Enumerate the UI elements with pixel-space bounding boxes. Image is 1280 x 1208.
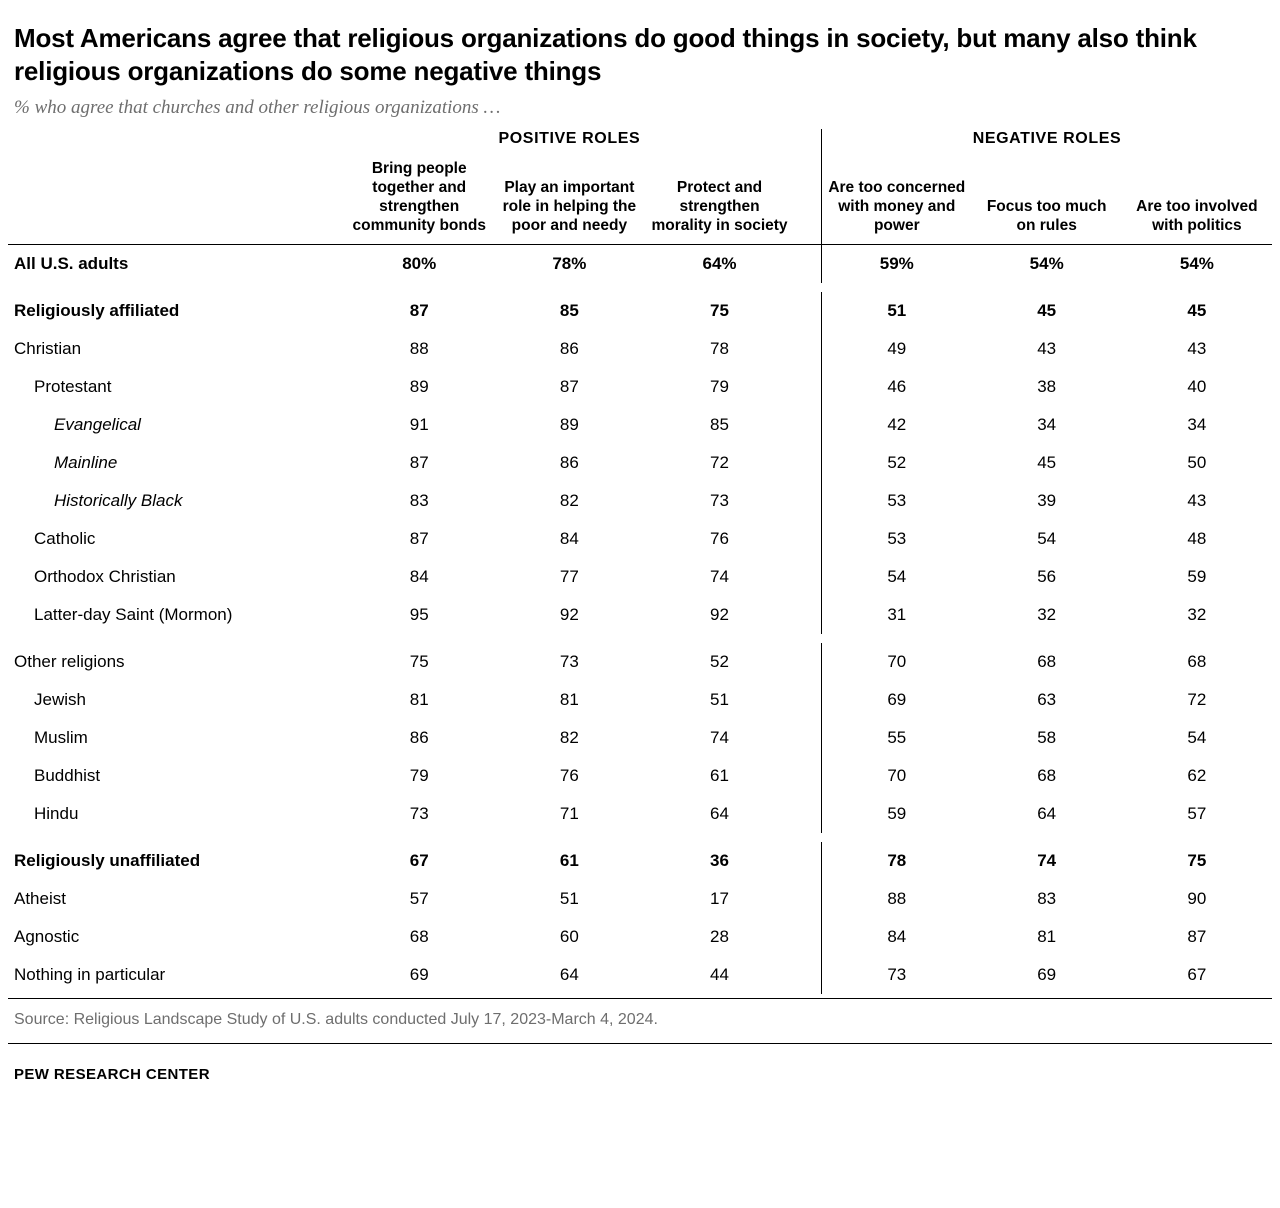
table-cell: 79	[409, 765, 429, 785]
table-cell: 54	[1037, 528, 1057, 548]
table-cell: 83	[409, 490, 429, 510]
table-row	[8, 795, 1272, 833]
row-label: Evangelical	[54, 414, 141, 434]
row-label: Religiously affiliated	[14, 300, 180, 320]
table-cell: 44	[710, 964, 729, 984]
table-cell: 57	[1187, 803, 1207, 823]
table-cell: 87	[409, 528, 429, 548]
table-cell: 76	[559, 765, 579, 785]
table-row	[8, 842, 1272, 880]
column-gap-cell	[795, 795, 822, 833]
table-cell: 84	[559, 528, 579, 548]
table-cell: 84	[409, 566, 429, 586]
table-row	[8, 757, 1272, 795]
table-cell: 53	[821, 520, 971, 558]
row-label: Buddhist	[34, 765, 101, 785]
group-header-positive: POSITIVE ROLES	[498, 130, 641, 147]
column-gap-cell	[795, 558, 822, 596]
table-cell: 78	[710, 338, 729, 358]
table-cell: 83	[1037, 888, 1057, 908]
table-row	[8, 406, 1272, 444]
table-cell: 63	[1037, 689, 1057, 709]
column-gap-cell	[795, 368, 822, 406]
table-cell: 85	[710, 414, 729, 434]
table-cell: 64	[710, 803, 729, 823]
table-cell: 69	[1037, 964, 1057, 984]
table-cell: 70	[821, 757, 971, 795]
table-cell: 92	[710, 604, 729, 624]
row-label: Nothing in particular	[14, 964, 166, 984]
row-spacer-cell	[8, 634, 1272, 643]
row-spacer	[8, 833, 1272, 842]
row-label: Orthodox Christian	[34, 566, 176, 586]
column-gap-cell	[795, 757, 822, 795]
table-cell: 69	[821, 681, 971, 719]
row-label: Historically Black	[54, 490, 183, 510]
table-cell: 52	[710, 651, 729, 671]
group-header-negative: NEGATIVE ROLES	[821, 129, 1272, 156]
table-cell: 67	[409, 850, 429, 870]
table-cell: 64%	[644, 244, 794, 283]
table-cell: 32	[1037, 604, 1057, 624]
table-body	[8, 244, 1272, 994]
table-cell: 84	[821, 918, 971, 956]
column-header-row	[8, 156, 1272, 244]
table-cell: 43	[1187, 490, 1207, 510]
table-cell: 73	[710, 490, 729, 510]
column-header-4: Focus too much on rules	[972, 156, 1122, 244]
table-cell: 88	[409, 338, 429, 358]
table-cell: 54%	[1122, 244, 1272, 283]
table-cell: 42	[821, 406, 971, 444]
table-cell: 59	[821, 795, 971, 833]
table-cell: 64	[559, 964, 579, 984]
table-cell: 43	[1037, 338, 1057, 358]
table-cell: 31	[821, 596, 971, 634]
table-cell: 59%	[821, 244, 971, 283]
column-gap-cell	[795, 520, 822, 558]
table-cell: 51	[821, 292, 971, 330]
table-cell: 38	[1037, 376, 1057, 396]
table-cell: 28	[710, 926, 729, 946]
source-note: Source: Religious Landscape Study of U.S. adults conducted July 17, 2023-March 4, 2024.	[14, 1010, 658, 1028]
table-cell: 60	[559, 926, 579, 946]
table-cell: 17	[710, 888, 729, 908]
table-cell: 86	[559, 452, 579, 472]
column-header-0: Bring people together and strengthen community bonds	[344, 156, 494, 244]
table-cell: 62	[1187, 765, 1207, 785]
column-gap-cell	[795, 244, 822, 283]
row-label: Christian	[14, 338, 82, 358]
column-gap-cell	[795, 596, 822, 634]
column-gap-cell	[795, 444, 822, 482]
table-row	[8, 520, 1272, 558]
column-gap-cell	[795, 681, 822, 719]
table-cell: 68	[1187, 651, 1207, 671]
table-cell: 87	[409, 452, 429, 472]
group-header-gap	[795, 129, 822, 156]
table-cell: 72	[1187, 689, 1207, 709]
column-header-3: Are too concerned with money and power	[821, 156, 971, 244]
table-row	[8, 292, 1272, 330]
table-cell: 61	[559, 850, 579, 870]
table-cell: 81	[409, 689, 429, 709]
row-label: Other religions	[14, 651, 125, 671]
row-label: Religiously unaffiliated	[14, 850, 201, 870]
table-row	[8, 558, 1272, 596]
table-cell: 87	[559, 376, 579, 396]
page-subtitle: % who agree that churches and other religious organizations …	[14, 97, 501, 118]
column-gap-cell	[795, 842, 822, 880]
table-cell: 72	[710, 452, 729, 472]
table-cell: 45	[1187, 300, 1207, 320]
table-cell: 54	[1187, 727, 1207, 747]
table-cell: 40	[1187, 376, 1207, 396]
data-table	[8, 129, 1272, 994]
row-label: Hindu	[34, 803, 79, 823]
table-header	[8, 129, 1272, 244]
table-cell: 34	[1037, 414, 1057, 434]
table-row	[8, 956, 1272, 994]
table-cell: 86	[559, 338, 579, 358]
column-gap-cell	[795, 406, 822, 444]
table-cell: 77	[559, 566, 579, 586]
table-cell: 67	[1187, 964, 1207, 984]
table-row	[8, 719, 1272, 757]
table-cell: 75	[409, 651, 429, 671]
row-label: Catholic	[34, 528, 96, 548]
table-cell: 36	[710, 850, 729, 870]
table-cell: 87	[409, 300, 429, 320]
table-cell: 70	[821, 643, 971, 681]
table-cell: 48	[1187, 528, 1207, 548]
column-header-5: Are too involved with politics	[1122, 156, 1272, 244]
column-header-rowlabel	[8, 156, 344, 244]
table-cell: 85	[559, 300, 579, 320]
table-cell: 81	[1037, 926, 1057, 946]
table-cell: 78%	[494, 244, 644, 283]
table-row	[8, 368, 1272, 406]
column-gap-cell	[795, 880, 822, 918]
table-cell: 74	[710, 566, 729, 586]
table-cell: 75	[710, 300, 729, 320]
column-gap-cell	[795, 330, 822, 368]
table-cell: 54	[821, 558, 971, 596]
table-cell: 79	[710, 376, 729, 396]
column-gap-cell	[795, 719, 822, 757]
table-cell: 68	[409, 926, 429, 946]
table-cell: 32	[1187, 604, 1207, 624]
group-header-spacer	[8, 129, 344, 156]
row-spacer	[8, 283, 1272, 292]
table-cell: 46	[821, 368, 971, 406]
row-spacer	[8, 634, 1272, 643]
table-cell: 58	[1037, 727, 1057, 747]
table-cell: 71	[559, 803, 579, 823]
table-row	[8, 444, 1272, 482]
table-cell: 68	[1037, 765, 1057, 785]
table-row	[8, 596, 1272, 634]
table-cell: 50	[1187, 452, 1207, 472]
table-row	[8, 244, 1272, 283]
table-cell: 73	[409, 803, 429, 823]
table-cell: 74	[1037, 850, 1057, 870]
table-cell: 91	[409, 414, 429, 434]
table-cell: 56	[1037, 566, 1057, 586]
row-label: Muslim	[34, 727, 88, 747]
table-cell: 73	[821, 956, 971, 994]
row-spacer-cell	[8, 283, 1272, 292]
column-header-gap	[795, 156, 822, 244]
footer	[8, 998, 1272, 1083]
column-gap-cell	[795, 956, 822, 994]
table-cell: 89	[559, 414, 579, 434]
table-cell: 73	[559, 651, 579, 671]
table-cell: 82	[559, 490, 579, 510]
table-cell: 43	[1187, 338, 1207, 358]
table-cell: 55	[821, 719, 971, 757]
table-cell: 54%	[972, 244, 1122, 283]
table-cell: 57	[409, 888, 429, 908]
table-cell: 82	[559, 727, 579, 747]
column-gap-cell	[795, 482, 822, 520]
table-cell: 61	[710, 765, 729, 785]
row-label: Jewish	[34, 689, 86, 709]
table-row	[8, 880, 1272, 918]
table-cell: 87	[1187, 926, 1207, 946]
table-cell: 68	[1037, 651, 1057, 671]
table-cell: 52	[821, 444, 971, 482]
row-label: Protestant	[34, 376, 112, 396]
table-cell: 64	[1037, 803, 1057, 823]
row-label: Agnostic	[14, 926, 80, 946]
column-gap-cell	[795, 292, 822, 330]
table-row	[8, 918, 1272, 956]
table-cell: 80%	[344, 244, 494, 283]
group-header-row	[8, 129, 1272, 156]
column-header-2: Protect and strengthen morality in society	[644, 156, 794, 244]
table-cell: 51	[710, 689, 729, 709]
table-row	[8, 482, 1272, 520]
table-cell: 81	[559, 689, 579, 709]
table-cell: 95	[409, 604, 429, 624]
row-spacer-cell	[8, 833, 1272, 842]
column-header-1: Play an important role in helping the poor and needy	[494, 156, 644, 244]
row-label: Mainline	[54, 452, 118, 472]
table-cell: 59	[1187, 566, 1207, 586]
table-cell: 78	[821, 842, 971, 880]
brand-label: PEW RESEARCH CENTER	[8, 1043, 1272, 1083]
table-row	[8, 330, 1272, 368]
row-label: All U.S. adults	[8, 244, 344, 283]
table-cell: 34	[1187, 414, 1207, 434]
table-cell: 45	[1037, 300, 1057, 320]
table-cell: 74	[710, 727, 729, 747]
table-cell: 39	[1037, 490, 1057, 510]
table-row	[8, 681, 1272, 719]
page-title: Most Americans agree that religious organizations do good things in society, but many also think religious organizations do some negative things	[14, 23, 1197, 86]
table-row	[8, 643, 1272, 681]
table-cell: 89	[409, 376, 429, 396]
table-cell: 53	[821, 482, 971, 520]
table-cell: 75	[1187, 850, 1207, 870]
table-cell: 49	[821, 330, 971, 368]
table-cell: 90	[1187, 888, 1207, 908]
row-label: Atheist	[14, 888, 66, 908]
table-cell: 51	[559, 888, 579, 908]
table-cell: 69	[409, 964, 429, 984]
row-label: Latter-day Saint (Mormon)	[34, 604, 233, 624]
table-cell: 88	[821, 880, 971, 918]
column-gap-cell	[795, 918, 822, 956]
column-gap-cell	[795, 643, 822, 681]
table-cell: 76	[710, 528, 729, 548]
table-cell: 86	[409, 727, 429, 747]
table-cell: 92	[559, 604, 579, 624]
table-cell: 45	[1037, 452, 1057, 472]
